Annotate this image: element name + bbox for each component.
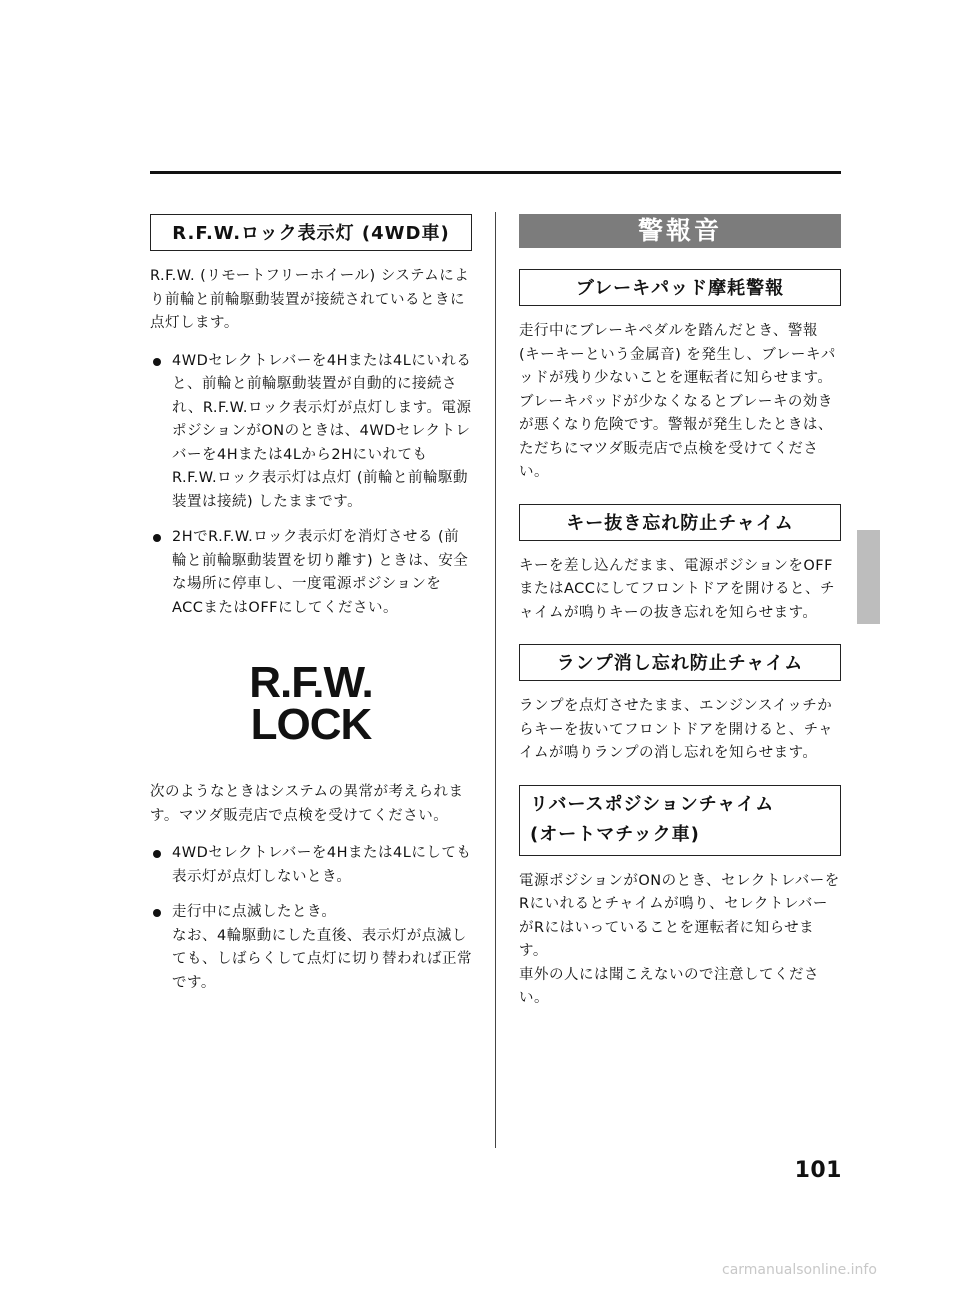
column-divider [495, 212, 496, 1148]
list-item [150, 842, 472, 889]
bullet-dot-icon [153, 850, 161, 858]
right-column [519, 214, 841, 1011]
brake-pad-text-1: 走行中にブレーキペダルを踏んだとき、警報 (キーキーという金属音) を発生し、ブレーキパッドが残り少ないことを運転者に知らせます。 [519, 323, 836, 386]
reverse-chime-heading-line-1: リバースポジションチャイム [530, 793, 775, 815]
left-column [150, 214, 472, 1007]
brake-pad-heading: ブレーキパッド摩耗警報 [519, 269, 841, 306]
reverse-chime-heading [519, 785, 841, 856]
top-rule [150, 171, 841, 174]
key-reminder-text: キーを差し込んだまま、電源ポジションをOFFまたはACCにしてフロントドアを開けると、チャイムが鳴りキーの抜き忘れを知らせます。 [519, 557, 835, 621]
rfw-intro: R.F.W. (リモートフリーホイール) システムにより前輪と前輪駆動装置が接続されているときに点灯します。 [150, 268, 470, 331]
bullet-dot-icon [153, 358, 161, 366]
indicator-line-2: LOCK [250, 700, 372, 749]
section-tab [857, 530, 880, 624]
list-item-text: 4WDセレクトレバーを4Hまたは4Lにしても表示灯が点灯しないとき。 [172, 845, 472, 885]
bullet-dot-icon [153, 534, 161, 542]
list-item [150, 901, 472, 995]
list-item [150, 526, 472, 620]
lamp-reminder-text: ランプを点灯させたまま、エンジンスイッチからキーを抜いてフロントドアを開けると、チャイムが鳴りランプの消し忘れを知らせます。 [519, 698, 834, 761]
rfw-lock-heading: R.F.W.ロック表示灯 (4WD車) [150, 214, 472, 251]
list-item-text: 4WDセレクトレバーを4Hまたは4Lにいれると、前輪と前輪駆動装置が自動的に接続され、R.F.W.ロック表示灯が点灯します。電源ポジションがONのときは、4WDセレクトレバーを4Hまたは4Lから2Hにいれても R.F.W.ロック表示灯は点灯 (前輪と前輪駆動装置は接続) したままです。 [172, 352, 472, 510]
key-reminder-heading: キー抜き忘れ防止チャイム [519, 504, 841, 541]
rfw-lock-indicator-icon [150, 658, 472, 749]
indicator-line-1: R.F.W. [249, 658, 373, 707]
brake-pad-text-2: ブレーキパッドが少なくなるとブレーキの効きが悪くなり危険です。警報が発生したときは、ただちにマツダ販売店で点検を受けてください。 [519, 393, 833, 480]
alarm-sound-banner: 警報音 [519, 214, 841, 248]
page-number: 101 [794, 1158, 842, 1183]
list-item-text: 2HでR.F.W.ロック表示灯を消灯させる (前輪と前輪駆動装置を切り離す) ときは、安全な場所に停車し、一度電源ポジションをACCまたはOFFにしてください。 [172, 529, 469, 616]
bullet-dot-icon [153, 909, 161, 917]
abnormal-intro: 次のようなときはシステムの異常が考えられます。マツダ販売店で点検を受けてください。 [150, 784, 464, 824]
lamp-reminder-heading: ランプ消し忘れ防止チャイム [519, 644, 841, 681]
watermark: carmanualsonline.info [722, 1262, 877, 1278]
reverse-chime-heading-line-2: (オートマチック車) [530, 823, 700, 845]
list-item-text: 走行中に点滅したとき。 [172, 904, 337, 920]
list-item-note: なお、4輪駆動にした直後、表示灯が点滅しても、しばらくして点灯に切り替われば正常です。 [172, 927, 472, 991]
reverse-chime-text-1: 電源ポジションがONのとき、セレクトレバーをRにいれるとチャイムが鳴り、セレクトレバーがRにはいっていることを運転者に知らせます。 [519, 872, 840, 959]
list-item [150, 350, 472, 515]
reverse-chime-text-2: 車外の人には聞こえないので注意してください。 [519, 966, 819, 1006]
